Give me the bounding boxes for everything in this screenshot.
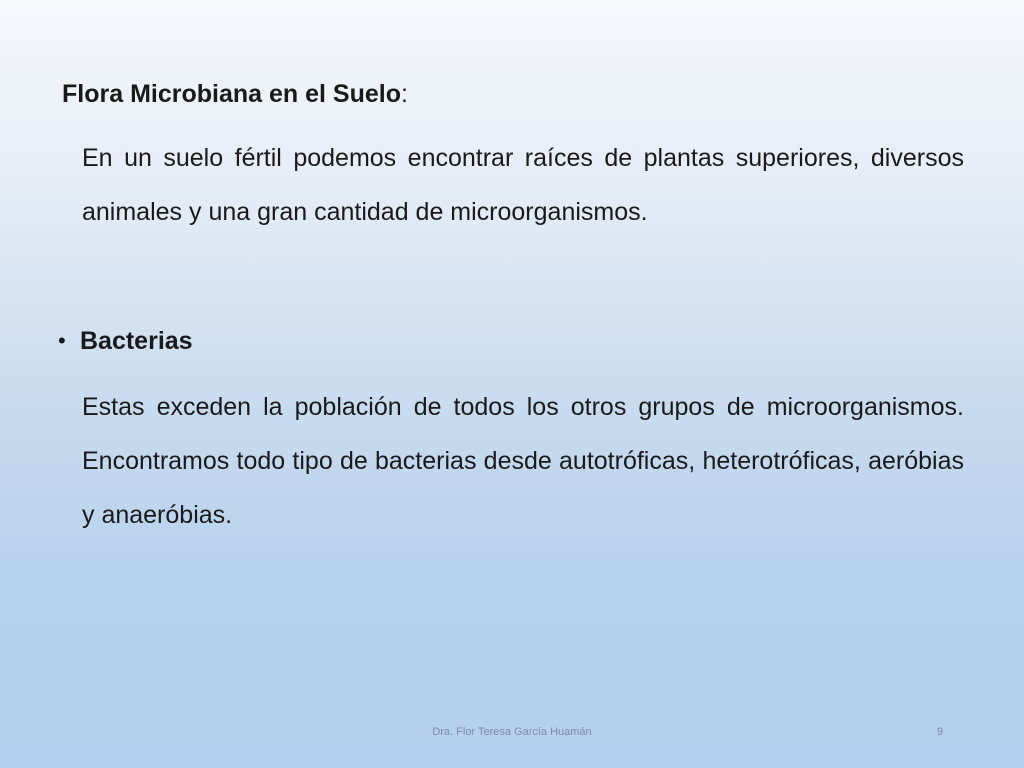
bullet-label: Bacterias <box>80 327 193 355</box>
page-number: 9 <box>936 726 944 738</box>
bullet-icon: • <box>58 328 66 353</box>
heading-colon: : <box>400 80 408 108</box>
intro-paragraph: En un suelo fértil podemos encontrar raíces de plantas superiores, diversos animales y una gran cantidad de microorganismos. <box>82 144 964 226</box>
bullet-item-bacterias <box>58 325 193 357</box>
bacterias-paragraph: Estas exceden la población de todos los otros grupos de microorganismos. Encontramos todo tipo de bacterias desde autotróficas, heterotróficas, aeróbias y anaeróbias. <box>82 393 964 529</box>
footer-author: Dra. Flor Teresa García Huamán <box>432 726 592 738</box>
slide-heading <box>62 78 408 110</box>
heading-title: Flora Microbiana en el Suelo <box>62 80 401 108</box>
